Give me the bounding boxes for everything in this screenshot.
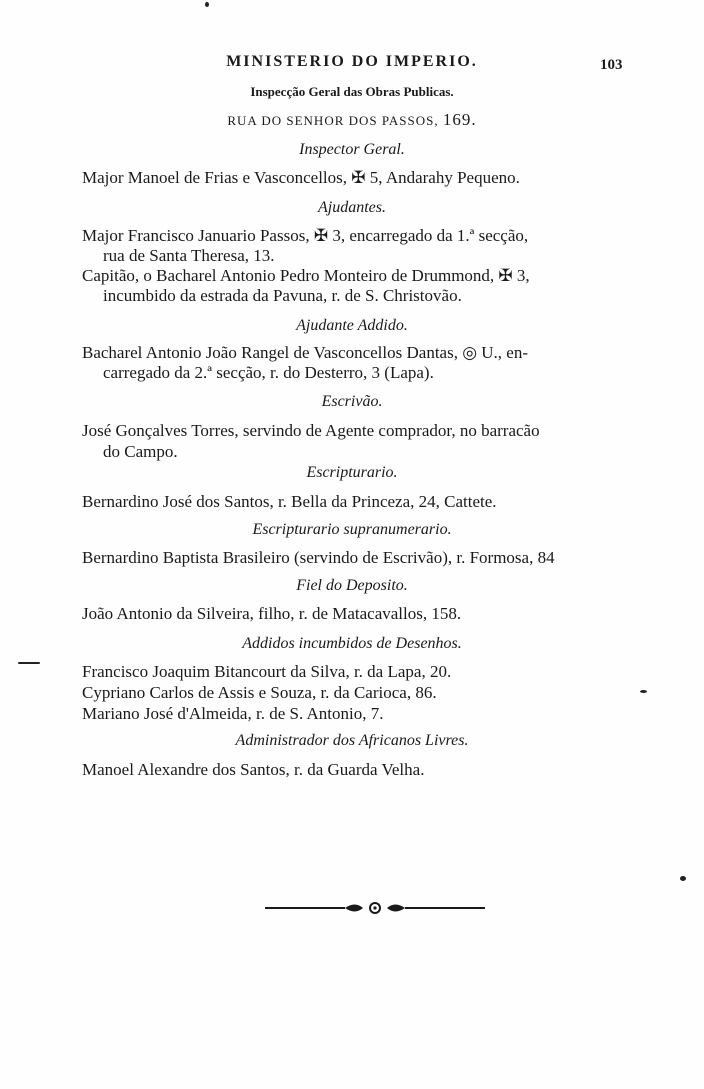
entry-line: Major Francisco Januario Passos, ✠ 3, encarregado da 1.ª secção, xyxy=(82,226,529,245)
entry-line: Major Manoel de Frias e Vasconcellos, ✠ 5, Andarahy Pequeno. xyxy=(82,168,520,187)
entry-line: Cypriano Carlos de Assis e Souza, r. da Carioca, 86. xyxy=(82,683,437,702)
ministry-title: MINISTERIO DO IMPERIO. xyxy=(226,53,478,70)
entry-line-continued: rua de Santa Theresa, 13. xyxy=(103,246,275,265)
entry-line-continued: do Campo. xyxy=(103,442,178,461)
entry-line: Bernardino José dos Santos, r. Bella da Princeza, 24, Cattete. xyxy=(82,492,497,511)
section-heading-inspector: Inspector Geral. xyxy=(299,141,405,158)
section-heading-supranumerario: Escripturario supranumerario. xyxy=(252,521,452,538)
address-street: RUA DO SENHOR DOS PASSOS, xyxy=(227,113,439,128)
entry-line-continued: carregado da 2.ª secção, r. do Desterro, 3 (Lapa). xyxy=(103,363,434,382)
entry-line: Bacharel Antonio João Rangel de Vasconcellos Dantas, ◎ U., en- xyxy=(82,343,529,362)
section-heading-ajudante-addido: Ajudante Addido. xyxy=(296,317,408,334)
section-heading-fiel: Fiel do Deposito. xyxy=(296,577,408,594)
entry-line: Manoel Alexandre dos Santos, r. da Guarda Velha. xyxy=(82,760,425,779)
print-speck xyxy=(205,2,209,7)
department-heading: Inspecção Geral das Obras Publicas. xyxy=(250,84,454,99)
print-speck xyxy=(18,662,40,664)
entry-line: Bernardino Baptista Brasileiro (servindo de Escrivão), r. Formosa, 84 xyxy=(82,548,555,567)
department-address xyxy=(0,110,704,131)
entry-line: Capitão, o Bacharel Antonio Pedro Monteiro de Drummond, ✠ 3, xyxy=(82,266,530,285)
entry-line: José Gonçalves Torres, servindo de Agente comprador, no barracão xyxy=(82,421,540,440)
section-heading-escrivao: Escrivão. xyxy=(321,393,383,410)
address-number: 169. xyxy=(442,110,477,129)
entry-line-continued: incumbido da estrada da Pavuna, r. de S. Christovão. xyxy=(103,286,462,305)
section-heading-administrador: Administrador dos Africanos Livres. xyxy=(235,732,469,749)
ornament-divider-icon xyxy=(265,898,485,918)
page-number: 103 xyxy=(600,57,623,73)
section-heading-addidos: Addidos incumbidos de Desenhos. xyxy=(242,635,462,652)
entry-line: Francisco Joaquim Bitancourt da Silva, r. da Lapa, 20. xyxy=(82,662,452,681)
section-heading-ajudantes: Ajudantes. xyxy=(318,199,386,216)
entry-line: João Antonio da Silveira, filho, r. de Matacavallos, 158. xyxy=(82,604,462,623)
entry-line: Mariano José d'Almeida, r. de S. Antonio, 7. xyxy=(82,704,384,723)
print-speck xyxy=(640,690,647,693)
section-heading-escripturario: Escripturario. xyxy=(306,464,398,481)
print-speck xyxy=(680,876,686,881)
